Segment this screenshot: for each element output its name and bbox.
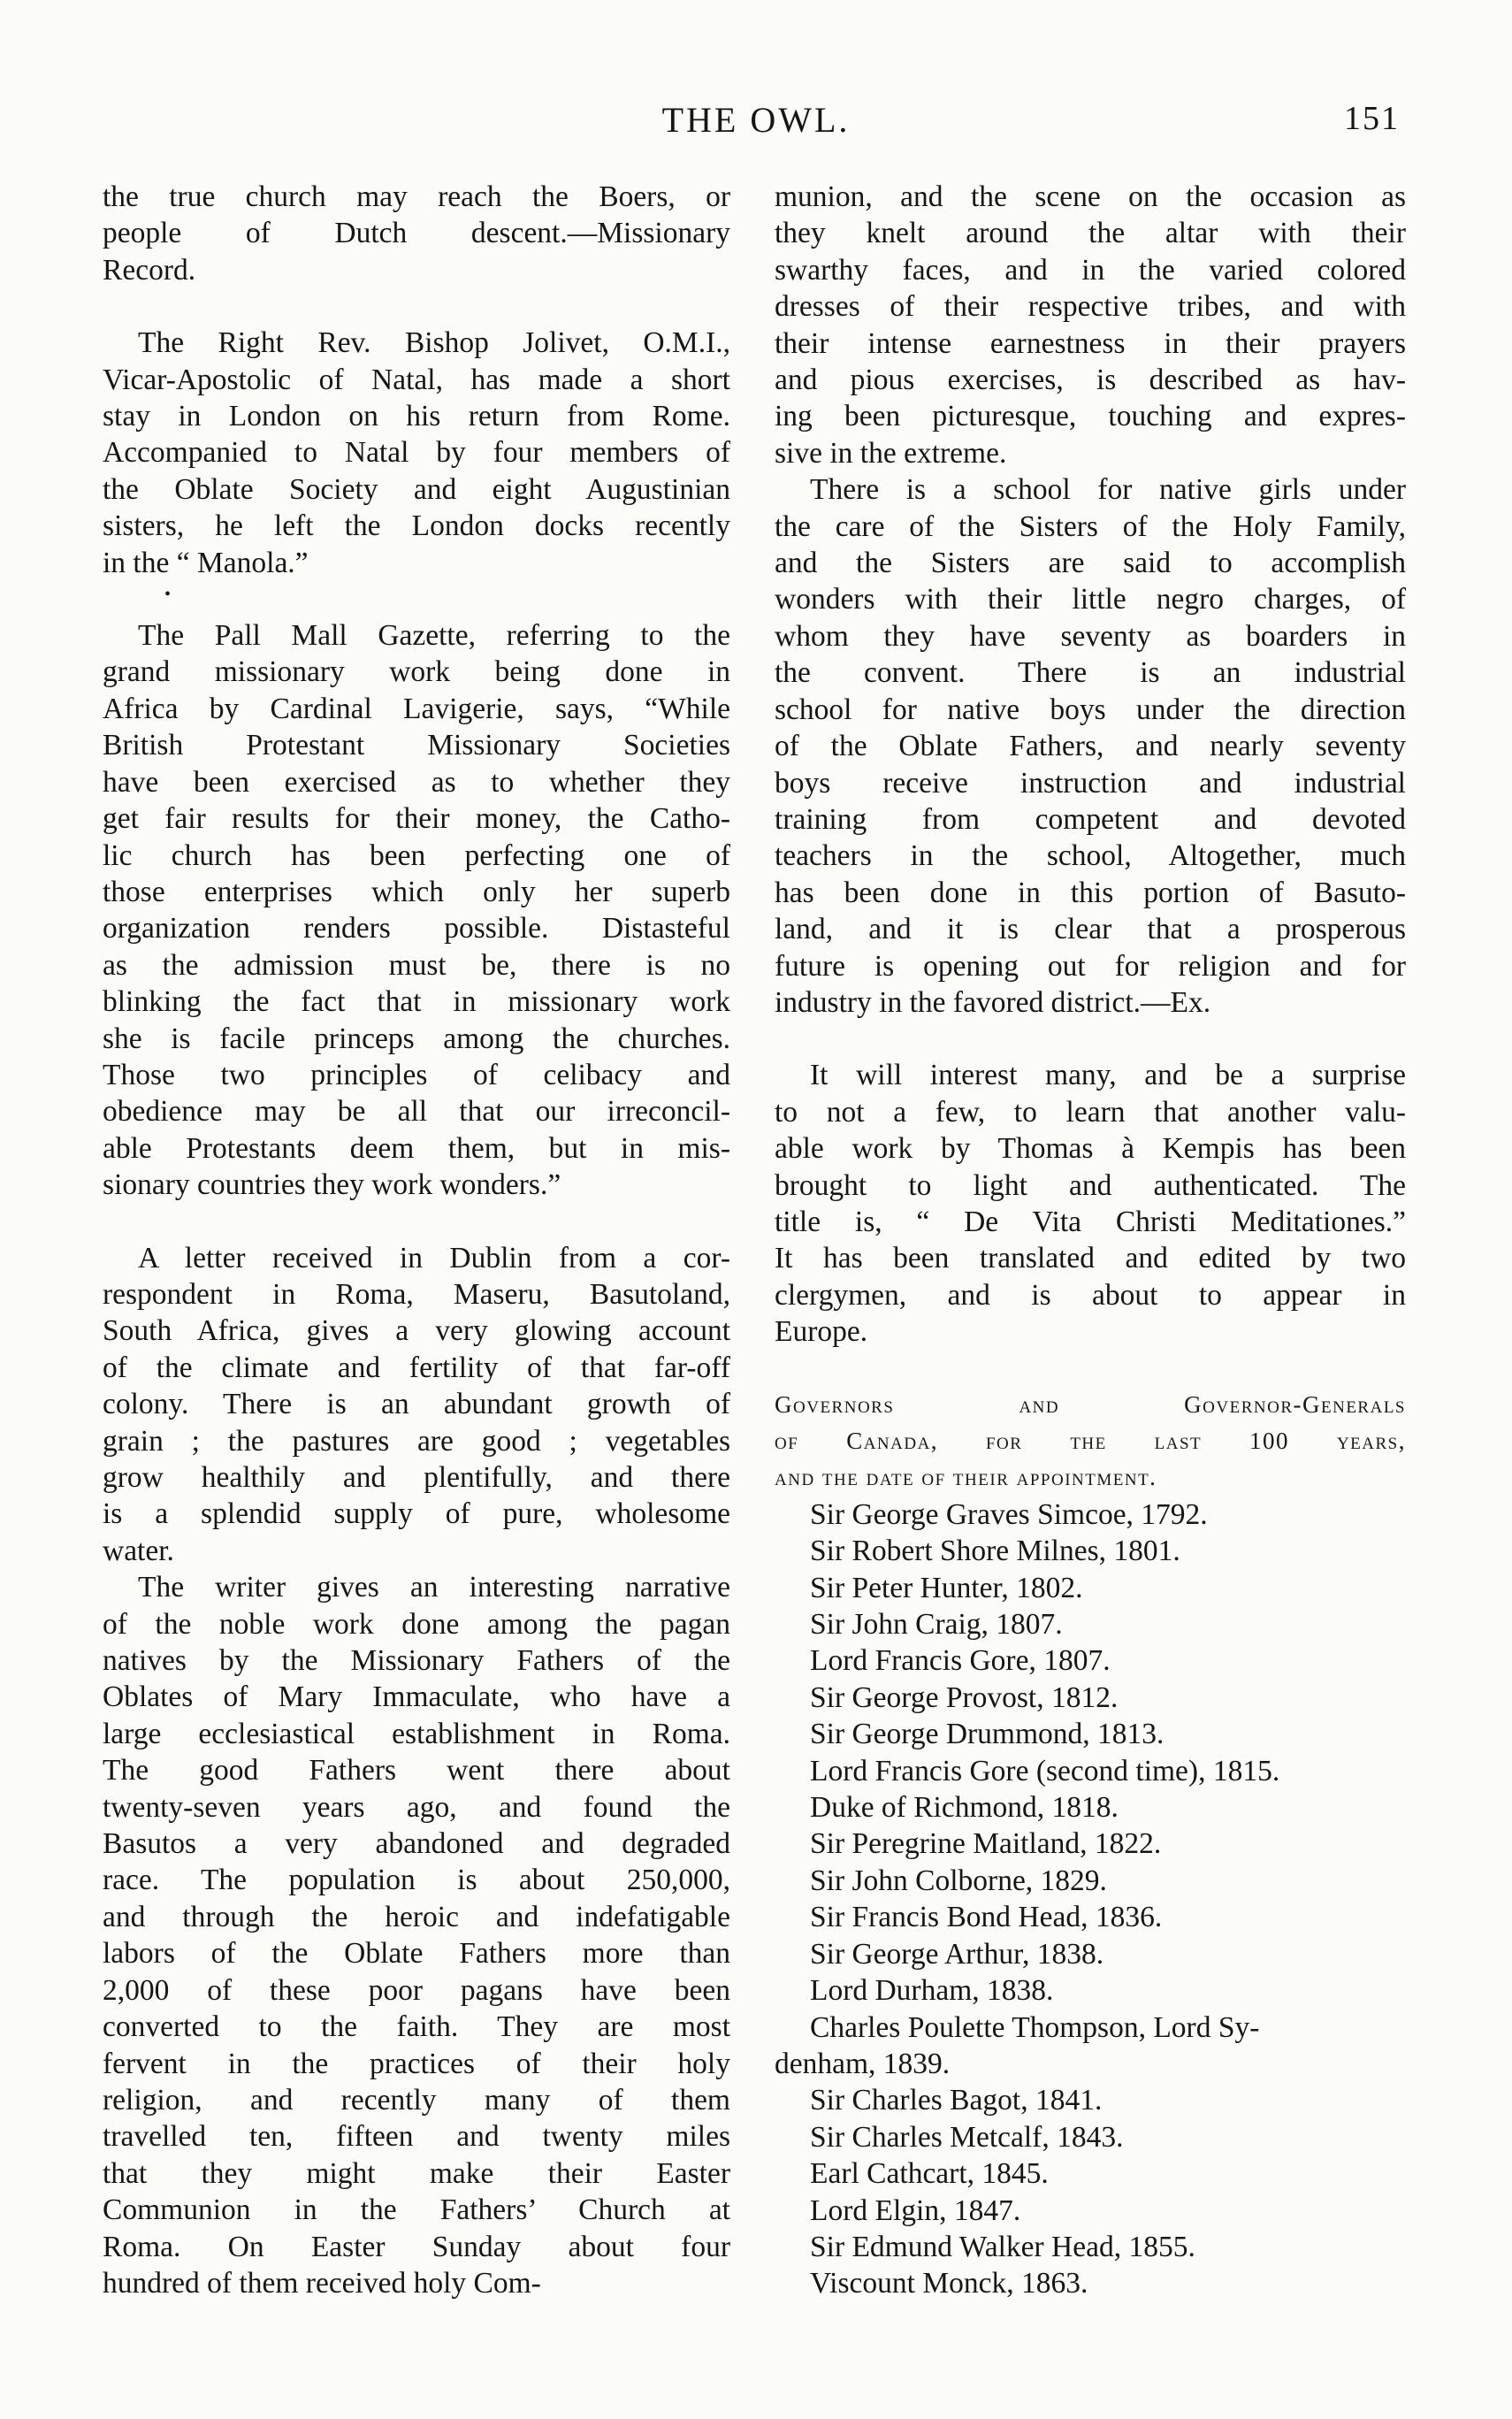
text-line: natives by the Missionary Fathers of the <box>103 1644 730 1678</box>
text-line: grain ; the pastures are good ; vegetables <box>103 1424 730 1458</box>
text-line: have been exercised as to whether they <box>103 765 730 799</box>
running-title: THE OWL. <box>661 100 851 140</box>
text-line: able Protestants deem them, but in mis- <box>103 1131 730 1165</box>
text-line: Africa by Cardinal Lavigerie, says, “While <box>103 692 730 725</box>
text-line: of the climate and fertility of that far-off <box>103 1351 730 1384</box>
governor-entry: Duke of Richmond, 1818. <box>810 1791 1119 1825</box>
text-line: The Right Rev. Bishop Jolivet, O.M.I., <box>138 326 730 360</box>
governor-entry: Lord Elgin, 1847. <box>810 2193 1021 2227</box>
text-line: of the Oblate Fathers, and nearly seventy <box>775 730 1406 763</box>
governor-entry: Sir George Arthur, 1838. <box>810 1937 1104 1971</box>
text-line: Communion in the Fathers’ Church at <box>103 2193 730 2227</box>
text-line: fervent in the practices of their holy <box>103 2047 730 2080</box>
paragraph-easter-communion <box>775 179 1406 471</box>
text-line: 2,000 of these poor pagans have been <box>103 1973 730 2007</box>
text-line: of the noble work done among the pagan <box>103 1607 730 1641</box>
governor-entry: Sir Peter Hunter, 1802. <box>810 1571 1083 1604</box>
governor-entry: Earl Cathcart, 1845. <box>810 2157 1049 2191</box>
text-line: future is opening out for religion and for <box>775 949 1406 983</box>
page-header <box>0 99 1512 152</box>
paragraph-thomas-a-kempis <box>775 1057 1406 1350</box>
text-line: and the date of their appointment. <box>775 1464 1157 1491</box>
text-line: travelled ten, fifteen and twenty miles <box>103 2120 730 2154</box>
text-line: dresses of their respective tribes, and with <box>775 290 1406 324</box>
text-line: stay in London on his return from Rome. <box>103 400 730 433</box>
text-line: title is, “ De Vita Christi Meditationes.” <box>775 1205 1406 1238</box>
text-line: Those two principles of celibacy and <box>103 1058 730 1091</box>
governor-entry: Sir Charles Metcalf, 1843. <box>810 2120 1124 2154</box>
text-line: sive in the extreme. <box>775 436 1007 470</box>
paragraph-native-schools <box>775 471 1406 1021</box>
governor-entry: Sir John Colborne, 1829. <box>810 1864 1107 1897</box>
governor-entry: Sir George Drummond, 1813. <box>810 1718 1165 1751</box>
text-line: and the Sisters are said to accomplish <box>775 547 1406 580</box>
text-line: respondent in Roma, Maseru, Basutoland, <box>103 1277 730 1311</box>
text-line: race. The population is about 250,000, <box>103 1864 730 1897</box>
text-line: twenty-seven years ago, and found the <box>103 1790 730 1824</box>
text-line: The writer gives an interesting narrative <box>138 1571 730 1604</box>
paragraph-gap <box>775 1351 1406 1387</box>
text-line: wonders with their little negro charges, of <box>775 583 1406 616</box>
text-line: those enterprises which only her superb <box>103 875 730 908</box>
text-line: training from competent and devoted <box>775 802 1406 836</box>
text-line: sionary countries they work wonders.” <box>103 1168 561 1202</box>
paragraph-gap <box>103 288 730 325</box>
text-line: There is a school for native girls under <box>810 473 1406 507</box>
governor-entry: Sir John Craig, 1807. <box>810 1608 1063 1642</box>
text-line: munion, and the scene on the occasion as <box>775 180 1406 213</box>
text-line: It will interest many, and be a surprise <box>810 1059 1406 1092</box>
text-line: Vicar-Apostolic of Natal, has made a short <box>103 363 730 396</box>
governor-entry: Sir Francis Bond Head, 1836. <box>810 1901 1163 1934</box>
governor-entry: Sir Peregrine Maitland, 1822. <box>810 1827 1162 1861</box>
text-line: the Oblate Society and eight Augustinian <box>103 472 730 506</box>
paragraph-pall-mall-gazette <box>103 617 730 1204</box>
text-line: Accompanied to Natal by four members of <box>103 436 730 470</box>
text-line: converted to the faith. They are most <box>103 2010 730 2044</box>
paragraph-boers-ending <box>103 179 730 288</box>
text-line: Record. <box>103 253 196 287</box>
text-line: brought to light and authenticated. The <box>775 1168 1406 1202</box>
governor-entry: Sir Robert Shore Milnes, 1801. <box>810 1535 1180 1568</box>
text-line: the care of the Sisters of the Holy Family, <box>775 509 1406 543</box>
text-line: school for native boys under the direction <box>775 693 1406 726</box>
governor-entry: Lord Francis Gore (second time), 1815. <box>810 1754 1280 1787</box>
paragraph-bishop-jolivet <box>103 325 730 581</box>
text-line: clergymen, and is about to appear in <box>775 1278 1406 1312</box>
text-line: the convent. There is an industrial <box>775 656 1406 690</box>
text-line: swarthy faces, and in the varied colored <box>775 253 1406 287</box>
text-line: their intense earnestness in their prayers <box>775 326 1406 360</box>
text-line: South Africa, gives a very glowing account <box>103 1314 730 1348</box>
text-line: to not a few, to learn that another valu- <box>775 1095 1406 1129</box>
text-line: hundred of them received holy Com- <box>103 2266 541 2300</box>
text-line: grand missionary work being done in <box>103 655 730 689</box>
text-line: lic church has been perfecting one of <box>103 838 730 872</box>
text-line: that they might make their Easter <box>103 2156 730 2190</box>
text-line: Roma. On Easter Sunday about four <box>103 2230 730 2263</box>
text-line: obedience may be all that our irreconcil- <box>103 1095 730 1129</box>
text-line: A letter received in Dublin from a cor- <box>138 1241 730 1275</box>
text-line: and through the heroic and indefatigable <box>103 1900 730 1933</box>
governors-heading <box>775 1387 1406 1497</box>
text-line: blinking the fact that in missionary work <box>103 985 730 1019</box>
text-line: British Protestant Missionary Societies <box>103 729 730 762</box>
text-line: religion, and recently many of them <box>103 2083 730 2117</box>
text-line: colony. There is an abundant growth of <box>103 1388 730 1421</box>
text-line: labors of the Oblate Fathers more than <box>103 1937 730 1971</box>
text-line: sisters, he left the London docks recently <box>103 509 730 543</box>
text-line: grow healthily and plentifully, and there <box>103 1461 730 1494</box>
text-line: they knelt around the altar with their <box>775 217 1406 250</box>
governor-entry: Lord Durham, 1838. <box>810 1974 1054 2008</box>
governor-entry: Sir Edmund Walker Head, 1855. <box>810 2230 1195 2263</box>
governor-entry: Charles Poulette Thompson, Lord Sy- <box>810 2010 1260 2044</box>
text-line: as the admission must be, there is no <box>103 948 730 982</box>
text-line: The good Fathers went there about <box>103 1754 730 1787</box>
text-line: organization renders possible. Distasteful <box>103 912 730 945</box>
paragraph-gap <box>103 1204 730 1240</box>
text-line: boys receive instruction and industrial <box>775 766 1406 800</box>
text-line: and pious exercises, is described as hav- <box>775 364 1406 397</box>
text-line: Basutos a very abandoned and degraded <box>103 1827 730 1861</box>
text-line: large ecclesiastical establishment in Roma. <box>103 1717 730 1750</box>
text-line: Oblates of Mary Immaculate, who have a <box>103 1680 730 1714</box>
governor-entry: denham, 1839. <box>775 2047 951 2080</box>
governor-entry: Sir Charles Bagot, 1841. <box>810 2084 1103 2117</box>
text-line: The Pall Mall Gazette, referring to the <box>138 619 730 653</box>
governor-entry: Viscount Monck, 1863. <box>810 2267 1088 2300</box>
left-column <box>103 179 730 2301</box>
text-line: land, and it is clear that a prosperous <box>775 913 1406 946</box>
text-line: has been done in this portion of Basuto- <box>775 876 1406 909</box>
paragraph-dublin-letter <box>103 1240 730 1570</box>
text-line: of Canada, for the last 100 years, <box>775 1428 1406 1454</box>
governors-list <box>775 1497 1406 2302</box>
paragraph-oblate-narrative <box>103 1569 730 2301</box>
text-line: she is facile princeps among the churches. <box>103 1022 730 1055</box>
text-line: water. <box>103 1534 174 1567</box>
paragraph-gap <box>775 1021 1406 1057</box>
text-line: is a splendid supply of pure, wholesome <box>103 1497 730 1531</box>
text-line: whom they have seventy as boarders in <box>775 619 1406 653</box>
text-line: the true church may reach the Boers, or <box>103 180 730 213</box>
text-line: in the “ Manola.” <box>103 546 309 579</box>
stray-mark: • <box>164 585 172 605</box>
right-column <box>775 179 1406 2302</box>
text-line: get fair results for their money, the Catho- <box>103 802 730 836</box>
text-line: able work by Thomas à Kempis has been <box>775 1132 1406 1166</box>
text-line: ing been picturesque, touching and expres- <box>775 400 1406 433</box>
text-line: people of Dutch descent.—Missionary <box>103 217 730 250</box>
text-line: Governors and Governor-Generals <box>775 1390 1406 1418</box>
text-line: Europe. <box>775 1315 868 1349</box>
governor-entry: Lord Francis Gore, 1807. <box>810 1644 1111 1678</box>
governor-entry: Sir George Graves Simcoe, 1792. <box>810 1497 1208 1531</box>
text-line: It has been translated and edited by two <box>775 1242 1406 1275</box>
page-number: 151 <box>1344 100 1400 137</box>
text-line: industry in the favored district.—Ex. <box>775 985 1211 1019</box>
text-line: teachers in the school, Altogether, much <box>775 839 1406 873</box>
governor-entry: Sir George Provost, 1812. <box>810 1680 1119 1714</box>
